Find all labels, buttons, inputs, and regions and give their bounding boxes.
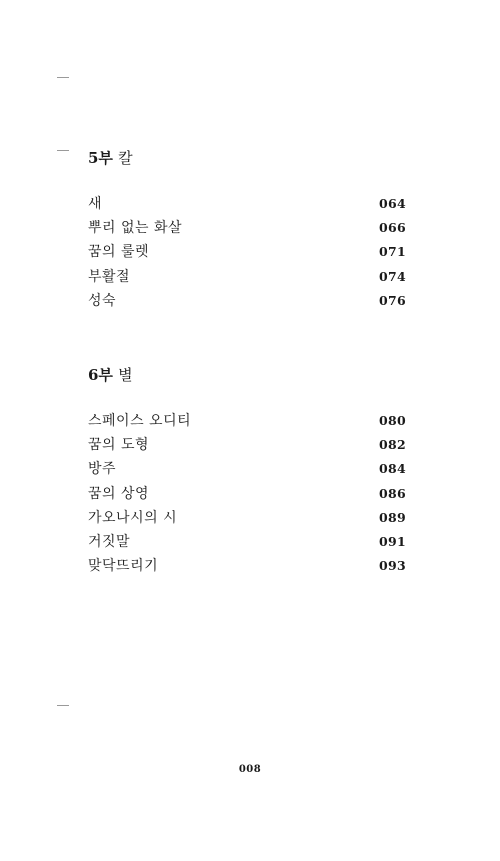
- section-heading: [88, 146, 406, 170]
- section-number: 6부: [88, 366, 113, 384]
- toc-entry: [88, 192, 406, 216]
- toc-entry: [88, 289, 406, 313]
- toc-entry: [88, 506, 406, 530]
- margin-tick-mark: [57, 705, 69, 706]
- toc-entry-page: 089: [379, 509, 406, 525]
- toc-entry: [88, 433, 406, 457]
- toc-entry-title: 꿈의 도형: [88, 437, 150, 454]
- page-number: 008: [238, 764, 262, 775]
- toc-entry: [88, 530, 406, 554]
- section-title: 칼: [118, 149, 133, 167]
- toc-entry-page: 071: [379, 244, 406, 260]
- toc-entry-page: 076: [379, 292, 406, 308]
- margin-tick-mark: [57, 77, 69, 78]
- toc-entry-title: 방주: [88, 461, 117, 478]
- toc-entry-title: 꿈의 룰렛: [88, 244, 150, 261]
- section-number: 5부: [88, 149, 113, 167]
- toc-entry-page: 064: [379, 196, 406, 211]
- toc-entry-page: 074: [379, 268, 406, 284]
- toc-entry-page: 093: [379, 558, 406, 574]
- toc-list: [88, 409, 406, 578]
- toc-list: [88, 192, 406, 313]
- toc-entry: [88, 409, 406, 433]
- toc-entry-title: 거짓말: [88, 533, 131, 550]
- toc-entry-title: 성숙: [88, 292, 117, 309]
- toc-entry: [88, 265, 406, 289]
- toc-entry-title: 맞닥뜨리기: [88, 558, 159, 575]
- toc-entry-title: 꿈의 상영: [88, 485, 150, 502]
- section-heading: [88, 363, 406, 387]
- toc-section-6: [88, 363, 406, 578]
- toc-section-5: [88, 146, 406, 313]
- toc-entry-title: 새: [88, 196, 103, 212]
- toc-entry-page: 066: [379, 220, 406, 236]
- toc-entry-page: 084: [379, 461, 406, 477]
- toc-entry-title: 스페이스 오디티: [88, 413, 192, 429]
- toc-entry: [88, 554, 406, 578]
- toc-entry: [88, 240, 406, 264]
- margin-tick-mark: [57, 150, 69, 151]
- toc-entry-title: 가오나시의 시: [88, 509, 178, 526]
- toc-entry: [88, 216, 406, 240]
- toc-entry: [88, 482, 406, 506]
- toc-entry-title: 부활절: [88, 268, 131, 285]
- toc-entry-page: 082: [379, 437, 406, 453]
- toc-entry: [88, 457, 406, 481]
- section-title: 별: [118, 366, 133, 384]
- toc-entry-page: 091: [379, 533, 406, 549]
- toc-entry-page: 080: [379, 413, 406, 428]
- toc-entry-title: 뿌리 없는 화살: [88, 220, 183, 237]
- toc-entry-page: 086: [379, 485, 406, 501]
